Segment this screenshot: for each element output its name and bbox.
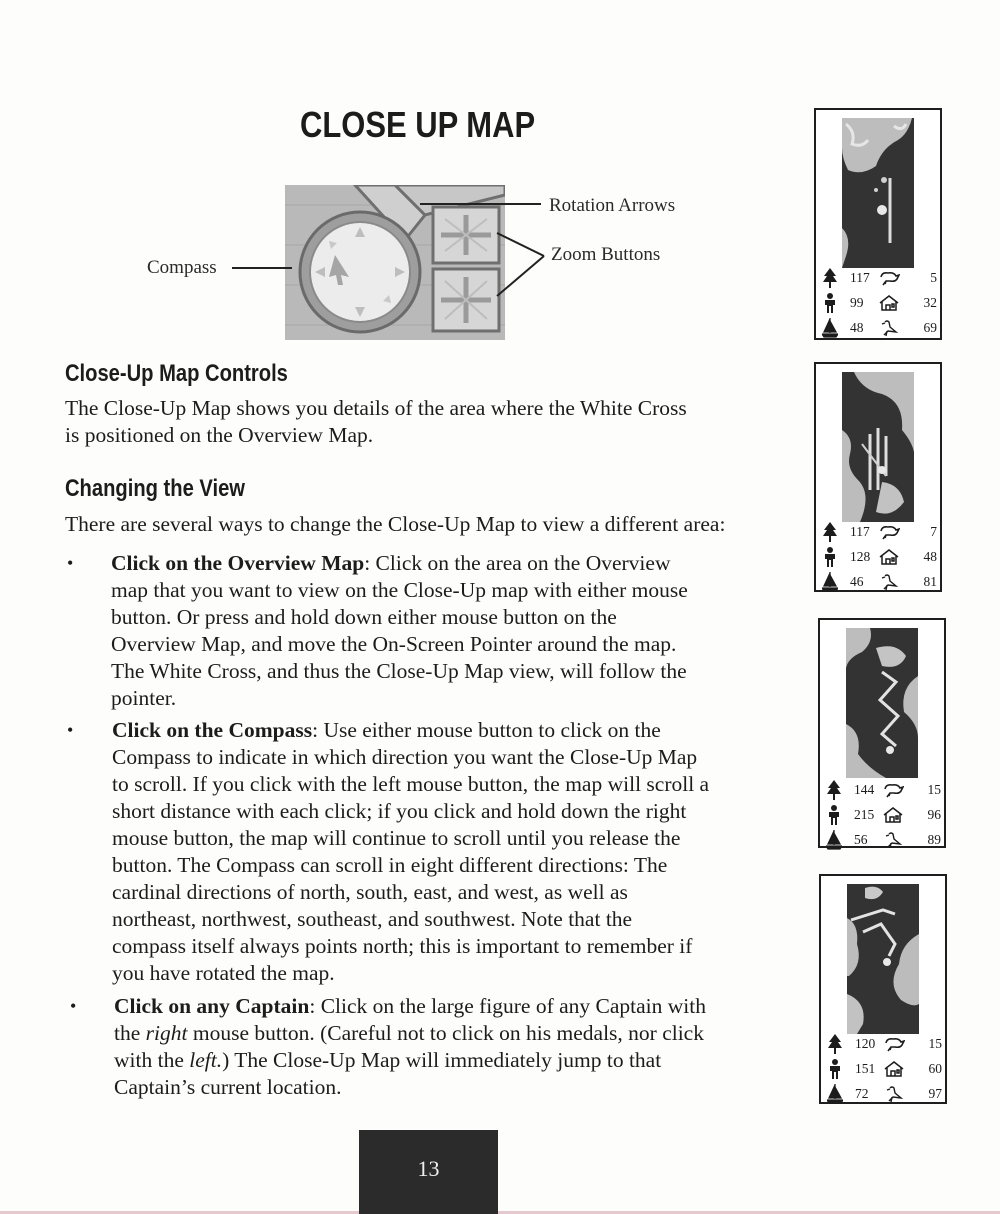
section-heading-changing-view: Changing the View: [65, 475, 245, 502]
panel-stats: 117 5 99 32 48 69: [822, 268, 937, 343]
sheep-icon: [882, 781, 904, 799]
rotation-arrows-label: Rotation Arrows: [549, 195, 676, 216]
person-icon: [827, 1059, 843, 1079]
sheep-icon: [883, 1035, 905, 1053]
person-icon: [822, 293, 838, 313]
panel-stats: 117 7 128 48 46 81: [822, 522, 937, 597]
zoom-out-button[interactable]: [433, 269, 499, 331]
page-title: CLOSE UP MAP: [300, 104, 536, 145]
compass-dial[interactable]: [300, 212, 420, 332]
sheep-icon: [878, 523, 900, 541]
map-panel-1: [814, 108, 942, 340]
bird-icon: [882, 831, 904, 849]
page-number-box: [359, 1130, 498, 1214]
map-controls-diagram: [285, 185, 505, 340]
bird-icon: [878, 319, 900, 337]
ship-icon: [827, 1084, 843, 1104]
close-up-map-image: [842, 118, 914, 268]
bird-icon: [883, 1085, 905, 1103]
controls-description: The Close-Up Map shows you details of the area where the White Cross is positioned on the Overview Map.: [65, 396, 687, 447]
map-panel-2: [814, 362, 942, 592]
sheep-icon: [878, 269, 900, 287]
view-methods-list: [65, 550, 790, 1101]
ship-icon: [822, 572, 838, 592]
house-icon: [882, 806, 904, 824]
panel-stats: 144 15 215 96 56 89: [826, 780, 941, 855]
list-item: • Click on any Captain: Click on the large figure of any Captain with the right mouse button. (Careful not to click on his medals, nor click with the left.) The Close-Up Map will immediately jump to that Captain’s current location.: [70, 994, 707, 1099]
list-item: • Click on the Compass: Use either mouse button to click on the Compass to indicate in which direction you want the Close-Up Map to scroll. If you click with the left mouse button, the map will scroll a short distance with each click; if you click and hold down the right mouse button, the map will continue to scroll until you release the button. The Compass can scroll in eight different directions: The cardinal directions of north, south, east, and west, as well as northeast, northwest, southeast, and southwest. Note that the compass itself always points north; this is important to remember if you have rotated the map.: [67, 718, 710, 985]
tree-icon: [822, 522, 838, 542]
panel-stats: 120 15 151 60 72 97: [827, 1034, 942, 1109]
person-icon: [826, 805, 842, 825]
house-icon: [878, 548, 900, 566]
zoom-in-button[interactable]: [433, 207, 499, 263]
compass-label: Compass: [147, 257, 217, 278]
bird-icon: [878, 573, 900, 591]
tree-icon: [822, 268, 838, 288]
ship-icon: [826, 830, 842, 850]
close-up-map-image: [846, 628, 918, 778]
list-item: • Click on the Overview Map: Click on the area on the Overview map that you want to view on the Close-Up map with either mouse button. Or press and hold down either mouse button on the Overview Map, and move the On-Screen Pointer around the map. The White Cross, and thus the Close-Up Map view, will follow the pointer.: [67, 551, 688, 710]
changing-view-intro: There are several ways to change the Close-Up Map to view a different area:: [65, 512, 726, 536]
tree-icon: [827, 1034, 843, 1054]
house-icon: [883, 1060, 905, 1078]
close-up-map-image: [842, 372, 914, 522]
page-number: 13: [417, 1156, 440, 1181]
tree-icon: [826, 780, 842, 800]
ship-icon: [822, 318, 838, 338]
close-up-map-image: [847, 884, 919, 1034]
house-icon: [878, 294, 900, 312]
person-icon: [822, 547, 838, 567]
zoom-buttons-label: Zoom Buttons: [551, 244, 661, 265]
map-panel-4: [819, 874, 947, 1104]
map-panel-3: [818, 618, 946, 848]
section-heading-controls: Close-Up Map Controls: [65, 360, 288, 387]
